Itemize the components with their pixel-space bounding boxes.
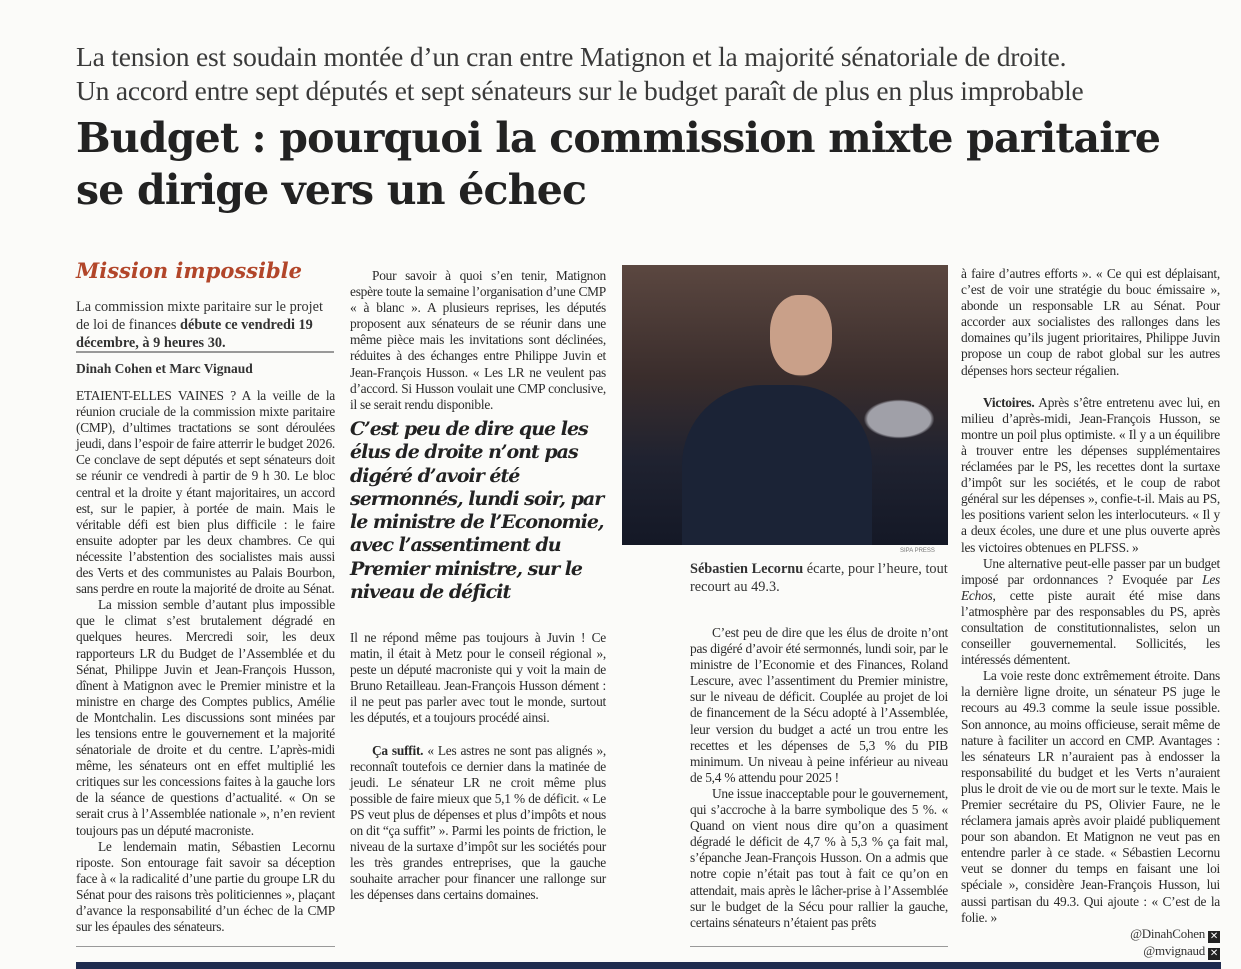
- photo-figure-head: [770, 295, 832, 375]
- sidebar-rubric: Mission impossible: [76, 258, 302, 283]
- photo-caption: [690, 560, 950, 596]
- x-logo-icon: ✕: [1209, 947, 1219, 959]
- deck-line-2: Un accord entre sept députés et sept sénateurs sur le budget paraît de plus en plus improbable: [76, 75, 1084, 106]
- byline: Dinah Cohen et Marc Vignaud: [76, 361, 253, 376]
- paragraph: Une issue inacceptable pour le gouvernement, qui s’accroche à la barre symbolique des 5 %. « Quand on vient nous dire qu’on a quasiment dégradé le déficit de 4,7 % à 5,3 % ça fait mal, s’épanche Jean-François Husson. On a admis que notre copie n’était pas tout à fait ce qu’on en attendait, mais après le lâcher-prise à l’Assemblée sur le budget de la Sécu pour rallier la gauche, certains sénateurs n’étaient pas prêts: [690, 785, 948, 930]
- divider: [76, 946, 335, 947]
- bottom-bar: [76, 962, 1221, 969]
- photo-credit: SIPA PRESS: [900, 548, 935, 554]
- subhead: Victoires.: [983, 394, 1035, 410]
- paragraph-text: « Les astres ne sont pas alignés », reconnaît toutefois ce dernier dans la matinée de jeudi. Le sénateur LR ne croit même plus possible de faire mieux que 5,1 % de déficit. « Le PS veut plus de dépenses et plus d’impôts et nous on dit “ça suffit” ». Parmi les points de friction, le niveau de la surtaxe d’impôt sur les sociétés pour les très grandes entreprises, que la gauche souhaite arracher pour financer une rallonge sur les dépenses dans certains domaines.: [350, 742, 606, 903]
- headline-line-2: se dirige vers un échec: [76, 166, 587, 214]
- paragraph: La mission semble d’autant plus impossible que le climat s’est brutalement dégradé en quelques heures. Mercredi soir, les deux rapporteurs LR du Budget de l’Assemblée et du Sénat, Philippe Juvin et Jean-François Husson, dînent à Matignon avec le Premier ministre et la ministre en charge des Comptes publics, Amélie de Montchalin. Les discussions sont minées par les tensions entre le gouvernement et la majorité sénatoriale de droite et du centre. L’après-midi même, les sénateurs ont en effet multiplié les critiques sur les concessions faites à la gauche lors de la séance de questions d’actualité. « On se serait crus à l’Assemblée nationale », n’en revient toujours pas un député macroniste.: [76, 597, 335, 838]
- paragraph: Pour savoir à quoi s’en tenir, Matignon espère toute la semaine l’organisation d’une CMP « à blanc ». A plusieurs reprises, les députés proposent aux sénateurs de se réunir dans une même pièce mais les invitations sont déclinées, réduites à des échanges entre Philippe Juvin et Jean-François Husson. « Les LR ne veulent pas d’accord. Si Husson voulait une CMP conclusive, il se serait rendu disponible.: [350, 268, 606, 412]
- paragraph: [961, 556, 1220, 669]
- paragraph: C’est peu de dire que les élus de droite n’ont pas digéré d’avoir été sermonnés, lundi soir, par le ministre de l’Economie et des Finances, Roland Lescure, avec l’assentiment du Premier ministre, sur le niveau de déficit. Couplée au projet de loi de financement de la Sécu adopté à l’Assemblée, leur version du budget a acté un trou entre les recettes et les dépenses de 5,3 % du PIB minimum. Un niveau à peine inférieur au niveau de 5,4 % attendu pour 2025 !: [690, 625, 948, 785]
- column-1: [76, 388, 335, 935]
- photo-figure: [682, 385, 872, 545]
- x-logo-icon: ✕: [1209, 930, 1219, 942]
- article-headline: [76, 112, 1226, 216]
- photo-sebastien-lecornu: [622, 265, 948, 545]
- publication-name: Les Echos: [961, 571, 1220, 603]
- column-2-top: [350, 268, 606, 413]
- paragraph-text: , cette piste aurait été mise dans l’atmosphère par des responsables du PS, après consultation de constitutionnalistes, selon un conseiller gouvernemental. Sollicités, les intéressés démentent.: [961, 587, 1220, 668]
- column-4: [961, 266, 1220, 960]
- divider: [690, 946, 948, 947]
- handle-text: @DinahCohen: [1130, 925, 1205, 941]
- paragraph-text: Une alternative peut-elle passer par un budget imposé par ordonnances ? Evoquée par: [961, 555, 1220, 587]
- paragraph: [961, 395, 1220, 556]
- paragraph: Le lendemain matin, Sébastien Lecornu riposte. Son entourage fait savoir sa déception face à « la radicalité d’une partie du groupe LR du Sénat pour des raisons très politiciennes », plaçant d’avance la responsabilité d’un échec de la CMP sur les épaules des sénateurs.: [76, 838, 335, 935]
- caption-text: écarte, pour l’heure, tout recourt au 49.3.: [690, 561, 948, 595]
- sidebar-lead: [76, 298, 334, 352]
- deck-line-1: La tension est soudain montée d’un cran entre Matignon et la majorité sénatoriale de droite.: [76, 41, 1067, 72]
- paragraph-text: Après s’être entretenu avec lui, en milieu d’après-midi, Jean-François Husson, se montre un poil plus optimiste. « Il y a un équilibre à trouver entre les dépenses supplémentaires réclamées par le PS, les recettes dont la surtaxe d’impôt sur les sociétés, et le coup de rabot général sur les dépenses », confie-t-il. Mais au PS, les positions varient selon les interlocuteurs. « Il y a deux écoles, une dure et une plus ouverte après les victoires obtenues en PLFSS. »: [961, 394, 1220, 555]
- column-3: [690, 625, 948, 931]
- paragraph: Il ne répond même pas toujours à Juvin ! Ce matin, il était à Metz pour le conseil régional », peste un député macroniste qui y voit la main de Bruno Retailleau. Jean-François Husson dément : il ne peut pas parler avec tout le monde, surtout les députés, et a toujours procédé ainsi.: [350, 630, 606, 726]
- author-handle-2[interactable]: [961, 943, 1220, 960]
- lead-bold-text: débute ce vendredi 19 décembre, à 9 heures 30.: [76, 317, 313, 351]
- author-handle-1[interactable]: [961, 926, 1220, 943]
- lead-text: La commission mixte paritaire sur le projet de loi de finances: [76, 299, 323, 333]
- headline-line-1: Budget : pourquoi la commission mixte paritaire: [76, 114, 1161, 162]
- paragraph: La voie reste donc extrêmement étroite. Dans la dernière ligne droite, un sénateur PS juge le recours au 49.3 comme la seule issue possible. Son annonce, au moins officieuse, serait même de nature à faciliter un accord en CMP. Avantages : les sénateurs LR n’auraient pas à endosser la responsabilité du budget et les Verts n’auraient plus le droit de vie ou de mort sur le texte. Mais le Premier secrétaire du PS, Olivier Faure, ne le réclamera jamais après avoir plaidé publiquement pour son abandon. Et Matignon ne veut pas en entendre parler à ce stade. « Sébastien Lecornu veut se donner du temps en faisant une loi spéciale », considère Jean-François Husson, lui aussi partisan du 49.3. Qui ajoute : « C’est de la folie. »: [961, 668, 1220, 925]
- article-deck: [76, 40, 1216, 108]
- paragraph: à faire d’autres efforts ». « Ce qui est déplaisant, c’est de voir une stratégie du bouc émissaire », abonde un responsable LR au Sénat. Pour accorder aux socialistes des rallonges dans les domaines qu’ils jugent prioritaires, Philippe Juvin propose un coup de rabot global sur les autres dépenses hors secteur régalien.: [961, 266, 1220, 378]
- paragraph: [350, 743, 606, 904]
- column-2-bottom: [350, 630, 606, 904]
- subhead: Ça suffit.: [372, 742, 424, 758]
- caption-name: Sébastien Lecornu: [690, 561, 804, 577]
- paragraph: ETAIENT-ELLES VAINES ? A la veille de la réunion cruciale de la commission mixte paritaire (CMP), d’ultimes tractations se sont déroulées jeudi, dans l’espoir de faire atterrir le budget 2026. Ce conclave de sept députés et sept sénateurs doit se réunir ce vendredi à partir de 9 h 30. Le bloc central et la droite y étant majoritaires, un accord est, sur le papier, à portée de main. Mais le véritable défi est bien plus difficile : le faire ensuite adopter par les deux chambres. Ce qui nécessite l’abstention des socialistes mais aussi des Verts et des communistes au Palais Bourbon, sans perdre en route la majorité de droite au Sénat.: [76, 388, 335, 597]
- handle-text: @mvignaud: [1143, 942, 1205, 958]
- pull-quote: C’est peu de dire que les élus de droite n’ont pas digéré d’avoir été sermonnés, lundi soir, par le ministre de l’Economie, avec l’assentiment du Premier ministre, sur le niveau de déficit: [350, 418, 604, 604]
- divider: [76, 351, 334, 353]
